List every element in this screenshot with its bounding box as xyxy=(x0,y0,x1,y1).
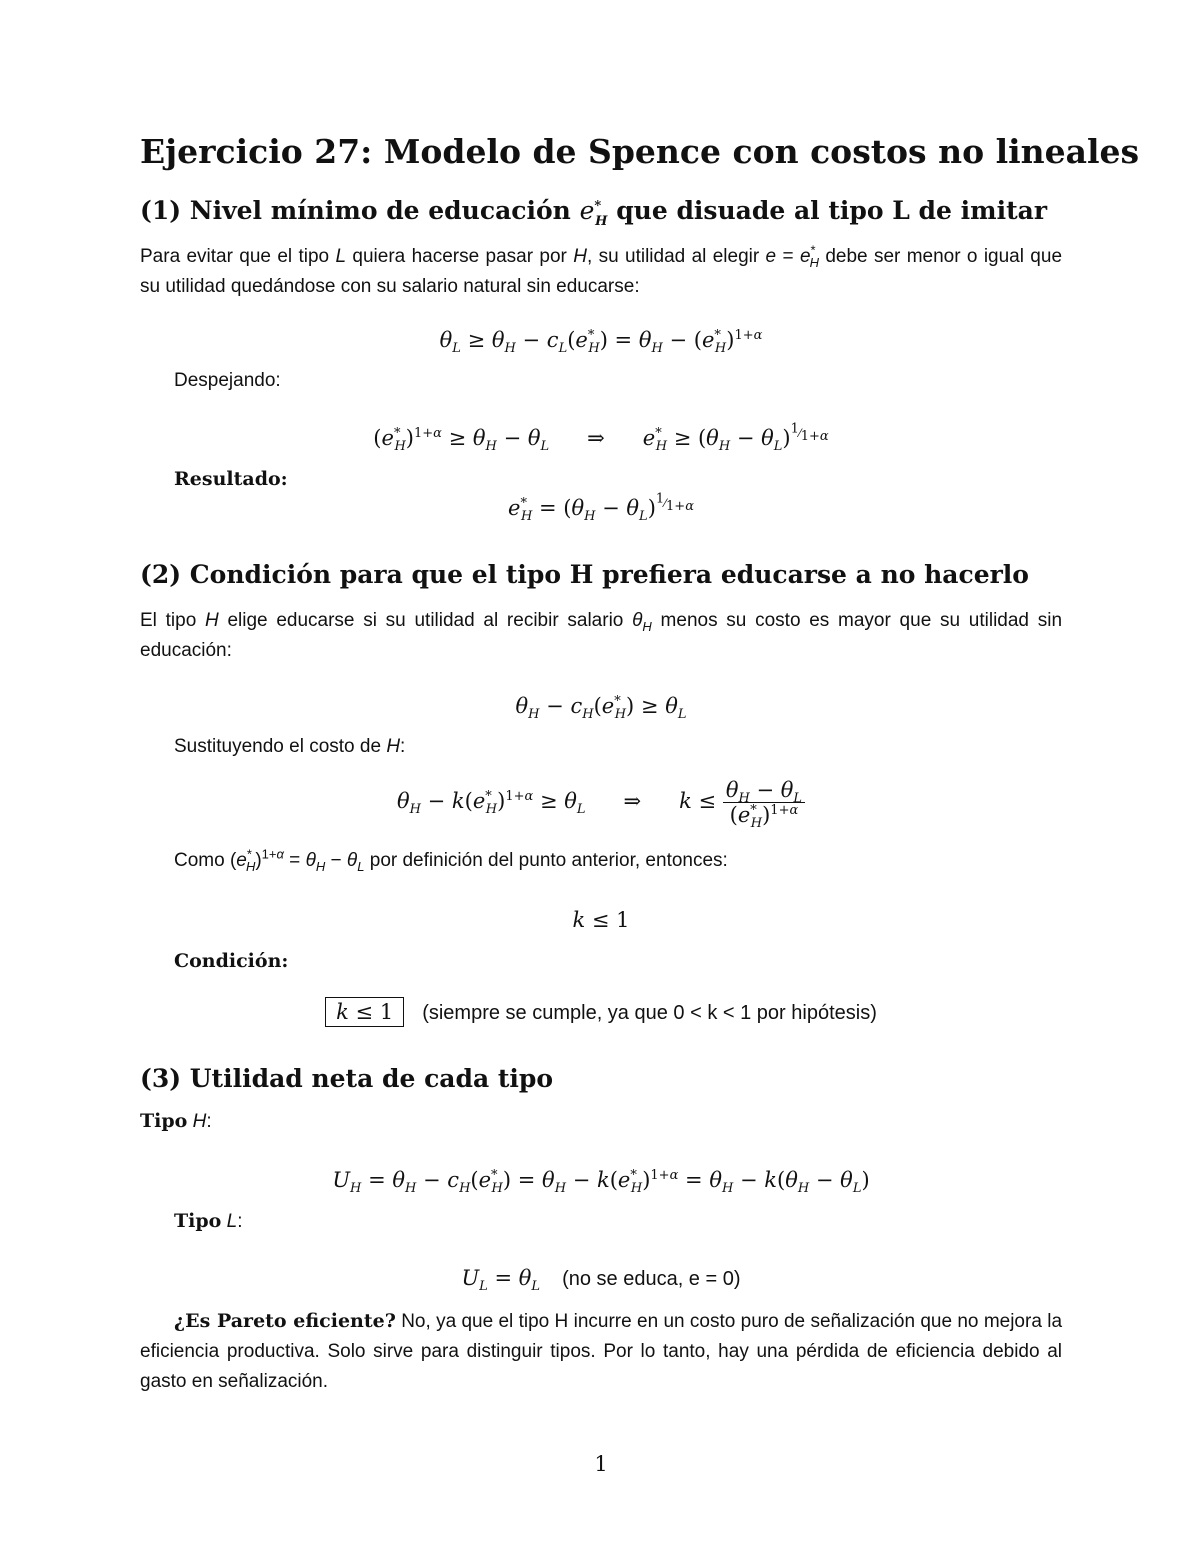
equation-7 xyxy=(140,1000,1062,1025)
resultado-text: Resultado: xyxy=(174,468,288,490)
s2-intro-b: elige educarse si su utilidad al recibir salario xyxy=(227,610,624,631)
section-1-heading-suffix: que disuade al tipo L de imitar xyxy=(616,196,1048,225)
section-2-intro: El tipo H elige educarse si su utilidad al recibir salario $\theta_H$ menos su costo es mayor que su utilidad sin educación: xyxy=(140,610,1063,661)
equation-2: $(e^*_H)^{1+\alpha} \ge \theta_H - \theta_L$ ⇒ $e^*_H \ge (\theta_H - \theta_L)^{^1⁄_{1+\alpha}}$ xyxy=(373,421,829,455)
section-3-heading: (3) Utilidad neta de cada tipo xyxy=(140,1064,554,1093)
como-text-a: Como xyxy=(174,850,225,871)
como-text-b: por definición del punto anterior, entonces: xyxy=(369,850,728,871)
section-2-heading: (2) Condición para que el tipo H prefiera educarse a no hacerlo xyxy=(140,560,1029,589)
fraction: $\frac{\theta_H - \theta_L}{(e^*_H)^{1+\alpha}}$ xyxy=(723,778,805,827)
despejando-label: Despejando: xyxy=(174,370,281,391)
tipo-l-label: Tipo L: xyxy=(174,1210,243,1232)
condicion-label xyxy=(174,950,288,973)
intro-text-a: Para evitar que el tipo xyxy=(140,246,330,267)
equation-6: k ≤ 1 xyxy=(572,908,630,932)
pareto-paragraph xyxy=(140,1306,1062,1397)
document-page xyxy=(140,0,1140,1553)
condicion-text: Condición: xyxy=(174,950,289,972)
section-1-heading: (1) Nivel mínimo de educación $e^*_H$ que disuade al tipo L de imitar xyxy=(140,196,1048,229)
page-title: Ejercicio 27: Modelo de Spence con costos no lineales xyxy=(140,132,1140,171)
resultado-label xyxy=(174,468,288,491)
equation-9: $U_L = \theta_L$ (no se educa, e = 0) xyxy=(461,1266,741,1295)
tipo-l-text: Tipo xyxy=(174,1210,222,1232)
boxed-result: k ≤ 1 xyxy=(325,997,404,1027)
pareto-question: ¿Es Pareto eficiente? xyxy=(174,1310,396,1332)
equation-8: $U_H = \theta_H - c_H(e^*_H) = \theta_H - k(e^*_H)^{1+\alpha} = \theta_H - k(\theta_H - \theta_L)$ xyxy=(332,1168,870,1197)
sustituyendo-text: Sustituyendo el costo de xyxy=(174,736,382,757)
intro-text-b: quiera hacerse pasar por xyxy=(352,246,567,267)
pareto-text: No, ya que el tipo H incurre en un costo puro de señalización que no mejora la eficiencia productiva. Solo sirve para distinguir tipos. Por lo tanto, hay una pérdida de eficiencia debido al gasto en señalización. xyxy=(140,1311,1063,1392)
condition-note: (siempre se cumple, ya que 0 < k < 1 por hipótesis) xyxy=(422,1002,877,1024)
intro-text-c: , su utilidad al elegir xyxy=(586,246,760,267)
section-1-intro: Para evitar que el tipo L quiera hacerse pasar por H, su utilidad al elegir $e = e^*_H$ debe ser menor o igual que su utilidad quedándose con su salario natural sin educarse: xyxy=(140,242,1063,297)
ul-note: (no se educa, e = 0) xyxy=(562,1268,741,1290)
equation-5: $\theta_H - k(e^*_H)^{1+\alpha} \ge \theta_L$ ⇒ k ≤ $\frac{\theta_H - \theta_L}{(e^*_H)^{1+\alpha}}$ xyxy=(140,778,1062,827)
sustituyendo-label: Sustituyendo el costo de H: xyxy=(174,736,406,757)
s2-intro-c: menos su costo es mayor que su utilidad sin educación: xyxy=(140,610,1063,661)
intro-text-d: debe ser menor o igual que su utilidad quedándose con su salario natural sin educarse: xyxy=(140,246,1063,297)
equation-4: $\theta_H - c_H(e^*_H) \ge \theta_L$ xyxy=(515,694,687,723)
section-1-heading-prefix: (1) Nivel mínimo de educación xyxy=(140,196,571,225)
tipo-h-label: Tipo H: xyxy=(140,1110,212,1132)
s2-intro-a: El tipo xyxy=(140,610,197,631)
equation-3: $e^*_H = (\theta_H - \theta_L)^{^1⁄_{1+\alpha}}$ xyxy=(508,491,694,525)
page-number: 1 xyxy=(594,1452,608,1476)
tipo-h-text: Tipo xyxy=(140,1110,188,1132)
equation-1: $\theta_L \ge \theta_H - c_L(e^*_H) = \theta_H - (e^*_H)^{1+\alpha}$ xyxy=(439,328,763,357)
como-line: Como $(e^*_H)^{1+\alpha} = \theta_H - \theta_L$ por definición del punto anterior, entonces: xyxy=(174,846,728,874)
